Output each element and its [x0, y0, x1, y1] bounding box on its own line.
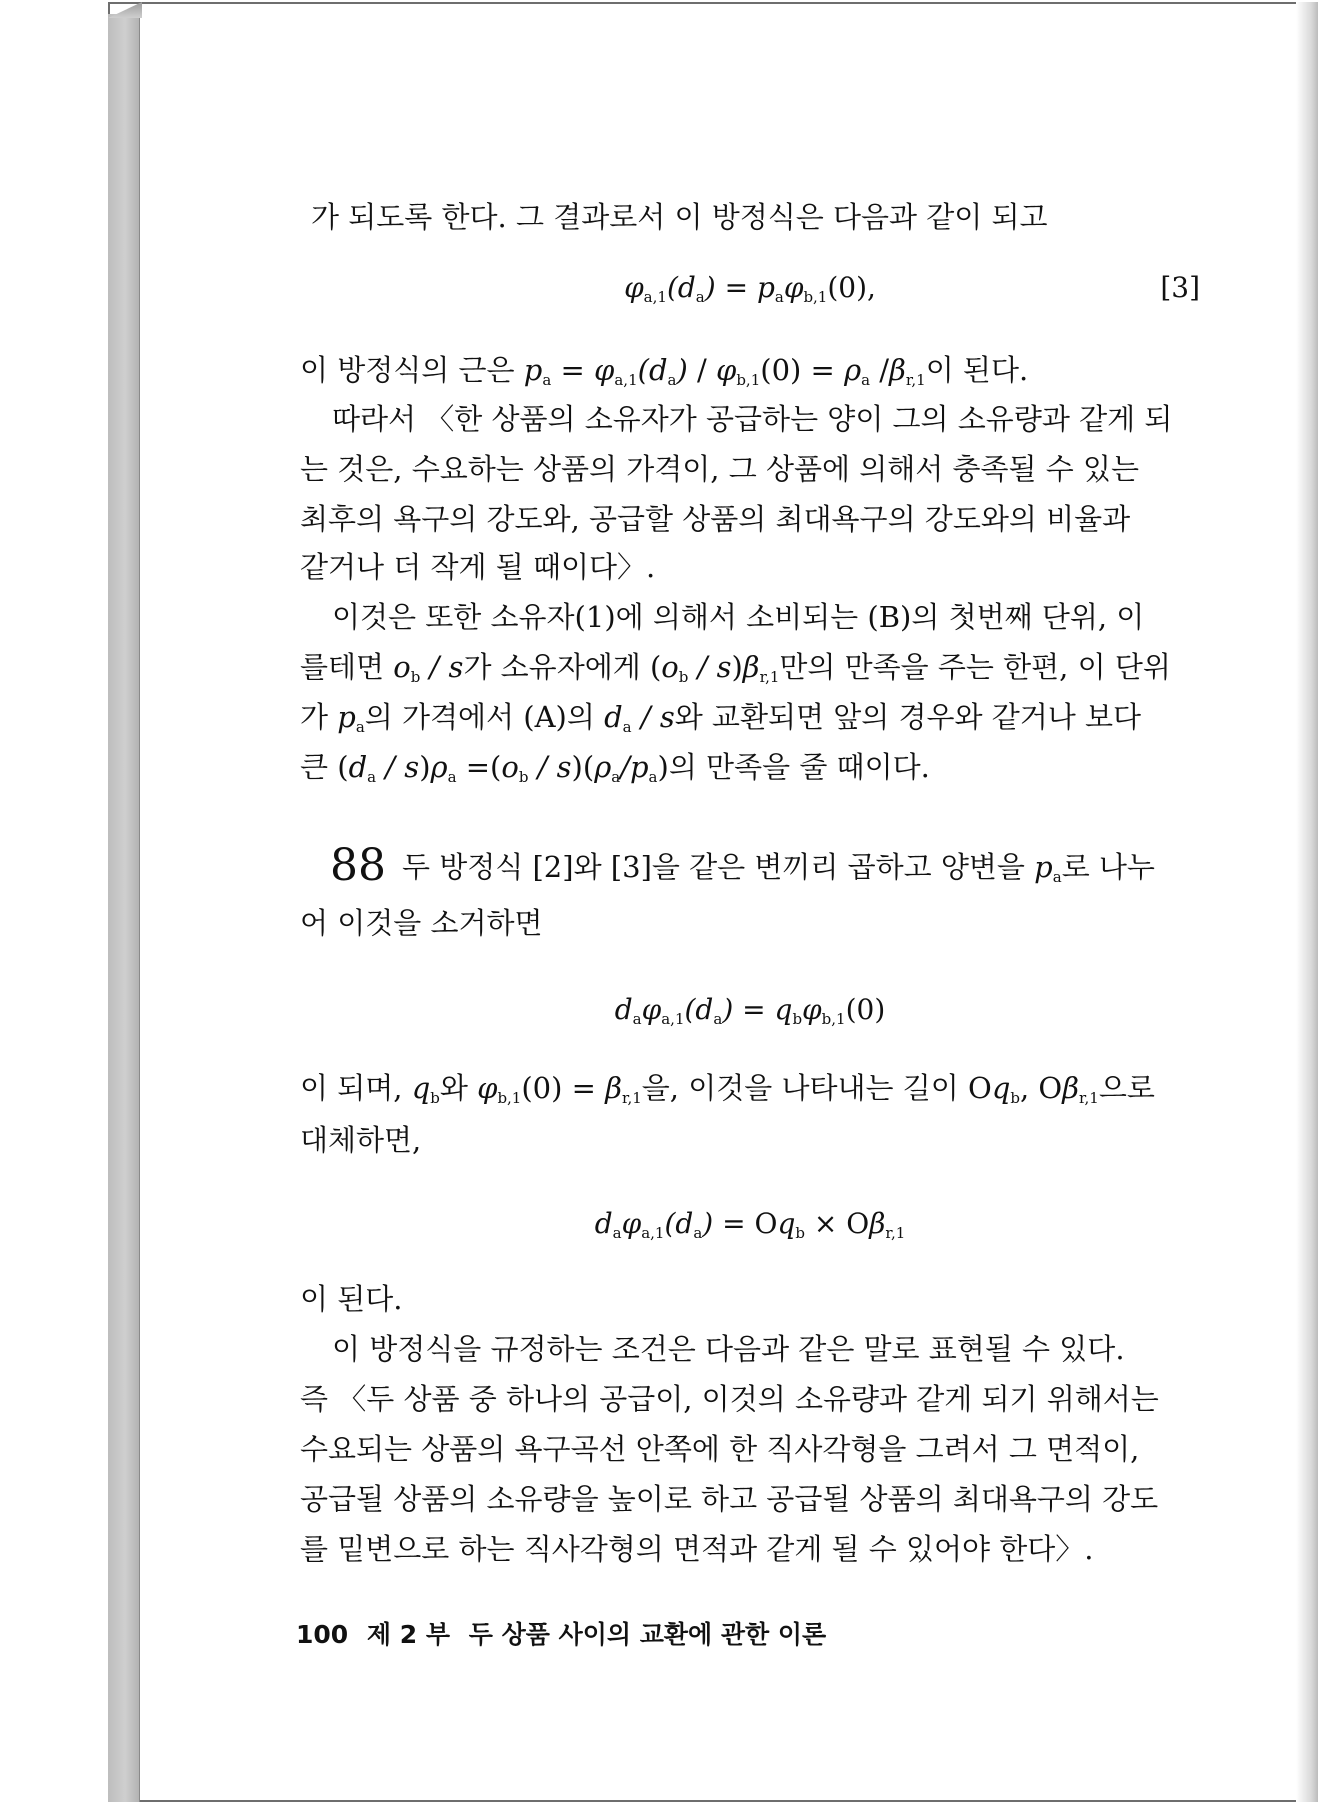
text-line: 가 되도록 한다. 그 결과로서 이 방정식은 다음과 같이 되고: [311, 200, 1048, 234]
equation-area: $d_a\varphi_{a,1}(d_a) = Oq_b \times O\beta_{r,1}$: [594, 1207, 906, 1242]
text-line: 는 것은, 수요하는 상품의 가격이, 그 상품에 의해서 충족될 수 있는: [300, 452, 1139, 486]
text-line: 대체하면,: [300, 1123, 422, 1157]
chapter-title: 두 상품 사이의 교환에 관한 이론: [468, 1620, 827, 1649]
text-line: 같거나 더 작게 될 때이다〉.: [300, 550, 656, 584]
equation-product: $d_a\varphi_{a,1}(d_a) = q_b\varphi_{b,1}(0)$: [614, 993, 886, 1028]
text-line: 공급될 상품의 소유량을 높이로 하고 공급될 상품의 최대욕구의 강도: [300, 1482, 1159, 1516]
equation-number: [3]: [1160, 271, 1200, 304]
text-line: 수요되는 상품의 욕구곡선 안쪽에 한 직사각형을 그려서 그 면적이,: [300, 1432, 1140, 1466]
text-line: 를 밑변으로 하는 직사각형의 면적과 같게 될 수 있어야 한다〉.: [300, 1532, 1094, 1566]
section-88-heading-line: 88 두 방정식 [2]와 [3]을 같은 변끼리 곱하고 양변을 $p_a$로 나누: [330, 840, 1155, 891]
book-spine: [108, 14, 140, 1802]
text-line: 이 방정식의 근은 $p_a = \varphi_{a,1}(d_a) / \varphi_{b,1}(0) = \rho_a$ $/\beta_{r,1}$이 된다.: [300, 353, 1029, 389]
text-line: 이 되며, $q_b$와 $\varphi_{b,1}(0) = \beta_{r,1}$을, 이것을 나타내는 길이 $Oq_b$, $O\beta_{r,1}$으로: [300, 1071, 1155, 1107]
book-page: [296, 0, 1200, 1806]
text-line: 가 $p_a$의 가격에서 (A)의 $d_a$ / s와 교환되면 앞의 경우와 같거나 보다: [300, 700, 1142, 736]
part-label: 제 2 부: [366, 1620, 451, 1649]
equation-3: $\varphi_{a,1}(d_a) = p_a\varphi_{b,1}(0)$, [3]: [300, 268, 1200, 308]
page-footer: [296, 1618, 836, 1652]
text-line: 이 방정식을 규정하는 조건은 다음과 같은 말로 표현될 수 있다.: [332, 1332, 1125, 1366]
text-line: 즉 〈두 상품 중 하나의 공급이, 이것의 소유량과 같게 되기 위해서는: [300, 1382, 1159, 1416]
text-line: 최후의 욕구의 강도와, 공급할 상품의 최대욕구의 강도와의 비율과: [300, 502, 1131, 536]
text-line: 이것은 또한 소유자(1)에 의해서 소비되는 (B)의 첫번째 단위, 이: [332, 600, 1145, 634]
text-line: 따라서 〈한 상품의 소유자가 공급하는 양이 그의 소유량과 같게 되: [332, 402, 1173, 436]
text-line: 이 된다.: [300, 1282, 403, 1316]
text-line: 를테면 $o_b$ / s가 소유자에게 $(o_b / s)\beta_{r,1}$만의 만족을 주는 한편, 이 단위: [300, 650, 1171, 686]
text-line: 어 이것을 소거하면: [300, 906, 543, 940]
section-number: 88: [330, 840, 386, 891]
text-line: 큰 $(d_a / s)\rho_a =(o_b / s)(\rho_a/p_a)$의 만족을 줄 때이다.: [300, 750, 930, 786]
page-number: 100: [296, 1620, 349, 1649]
page-edge-shadow: [1296, 2, 1318, 1802]
